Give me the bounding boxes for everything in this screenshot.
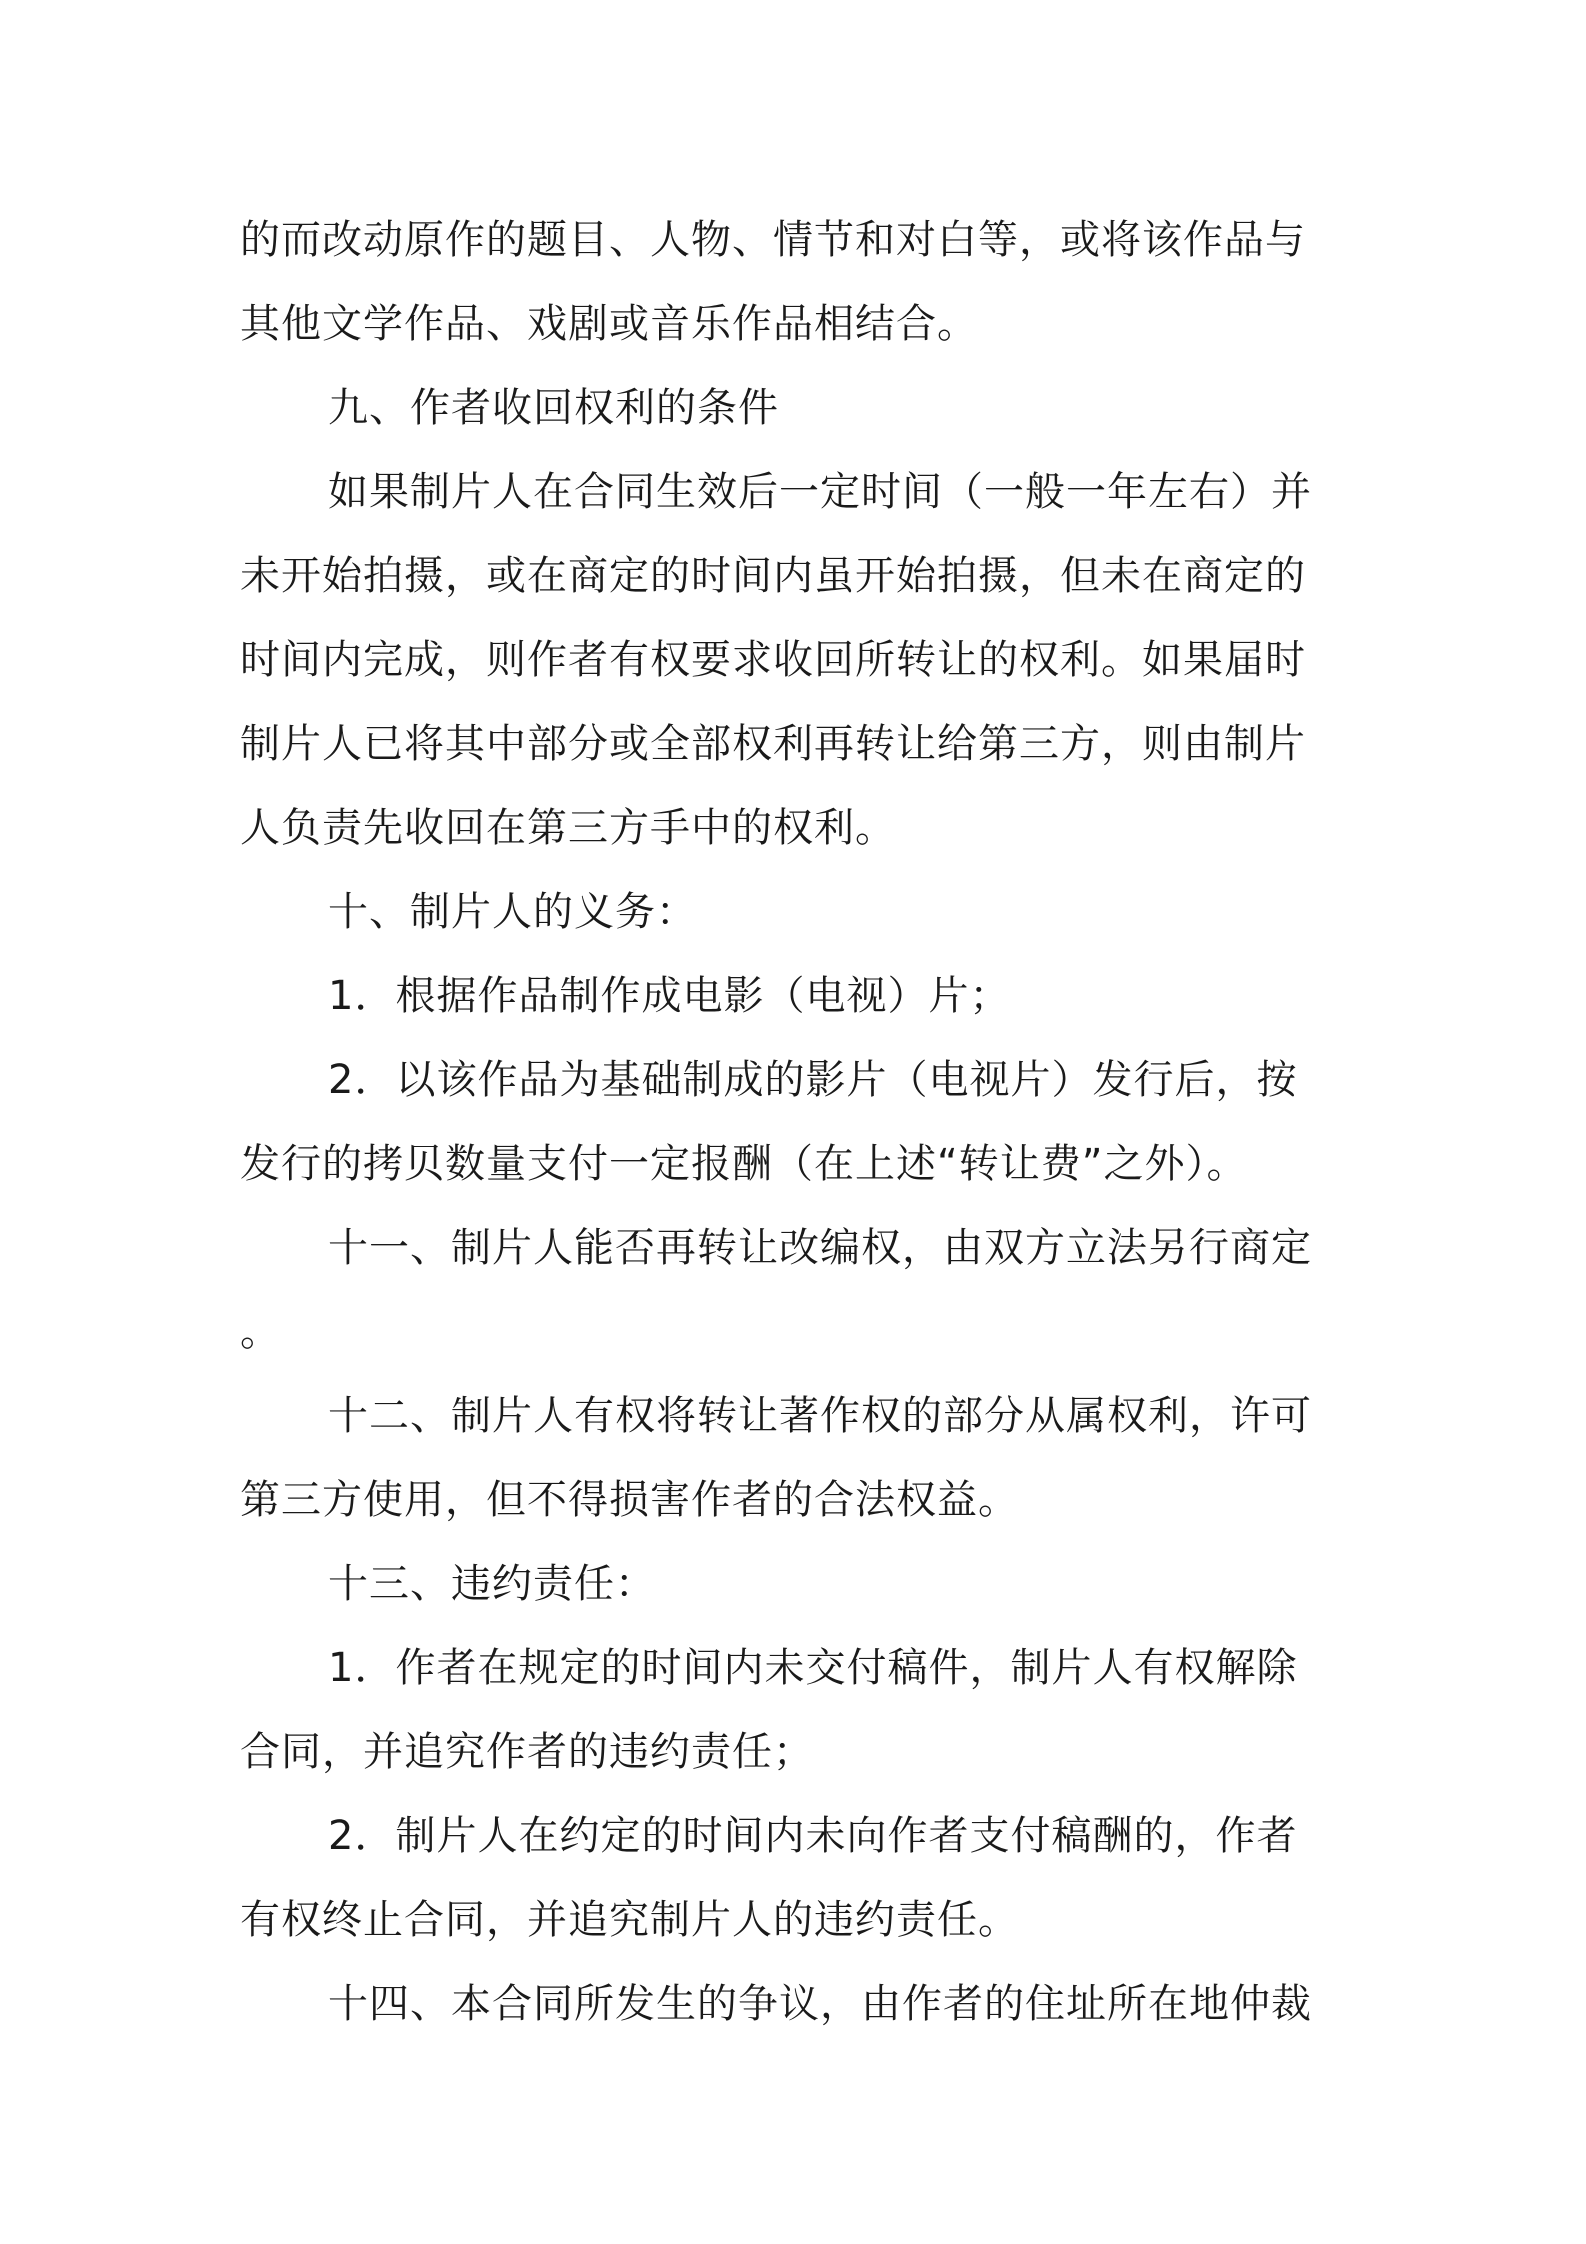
section-heading: 十三、违约责任： [328,1561,656,1607]
text-line: 如果制片人在合同生效后一定时间（一般一年左右）并 [328,469,1312,515]
list-item: 2．以该作品为基础制成的影片（电视片）发行后，按 [328,1057,1298,1103]
text-line: 制片人已将其中部分或全部权利再转让给第三方，则由制片 [240,721,1306,767]
text-line: 。 [240,1309,281,1355]
text-line: 其他文学作品、戏剧或音乐作品相结合。 [240,301,978,347]
section-heading: 十二、制片人有权将转让著作权的部分从属权利，许可 [328,1393,1312,1439]
section-heading: 十一、制片人能否再转让改编权，由双方立法另行商定 [328,1225,1312,1271]
document-body [240,198,1355,2046]
list-item: 1．作者在规定的时间内未交付稿件，制片人有权解除 [328,1645,1298,1691]
text-line: 的而改动原作的题目、人物、情节和对白等，或将该作品与 [240,217,1306,263]
section-heading: 九、作者收回权利的条件 [328,385,779,431]
text-line: 未开始拍摄，或在商定的时间内虽开始拍摄，但未在商定的 [240,553,1306,599]
section-heading: 十四、本合同所发生的争议，由作者的住址所在地仲裁 [328,1981,1312,2027]
list-item: 2．制片人在约定的时间内未向作者支付稿酬的，作者 [328,1813,1298,1859]
text-line: 人负责先收回在第三方手中的权利。 [240,805,896,851]
text-line: 时间内完成，则作者有权要求收回所转让的权利。如果届时 [240,637,1306,683]
text-line: 合同，并追究作者的违约责任； [240,1729,814,1775]
text-line: 第三方使用，但不得损害作者的合法权益。 [240,1477,1019,1523]
text-line: 发行的拷贝数量支付一定报酬（在上述“转让费”之外）。 [240,1141,1248,1187]
text-line: 有权终止合同，并追究制片人的违约责任。 [240,1897,1019,1943]
section-heading: 十、制片人的义务： [328,889,697,935]
list-item: 1．根据作品制作成电影（电视）片； [328,973,1011,1019]
